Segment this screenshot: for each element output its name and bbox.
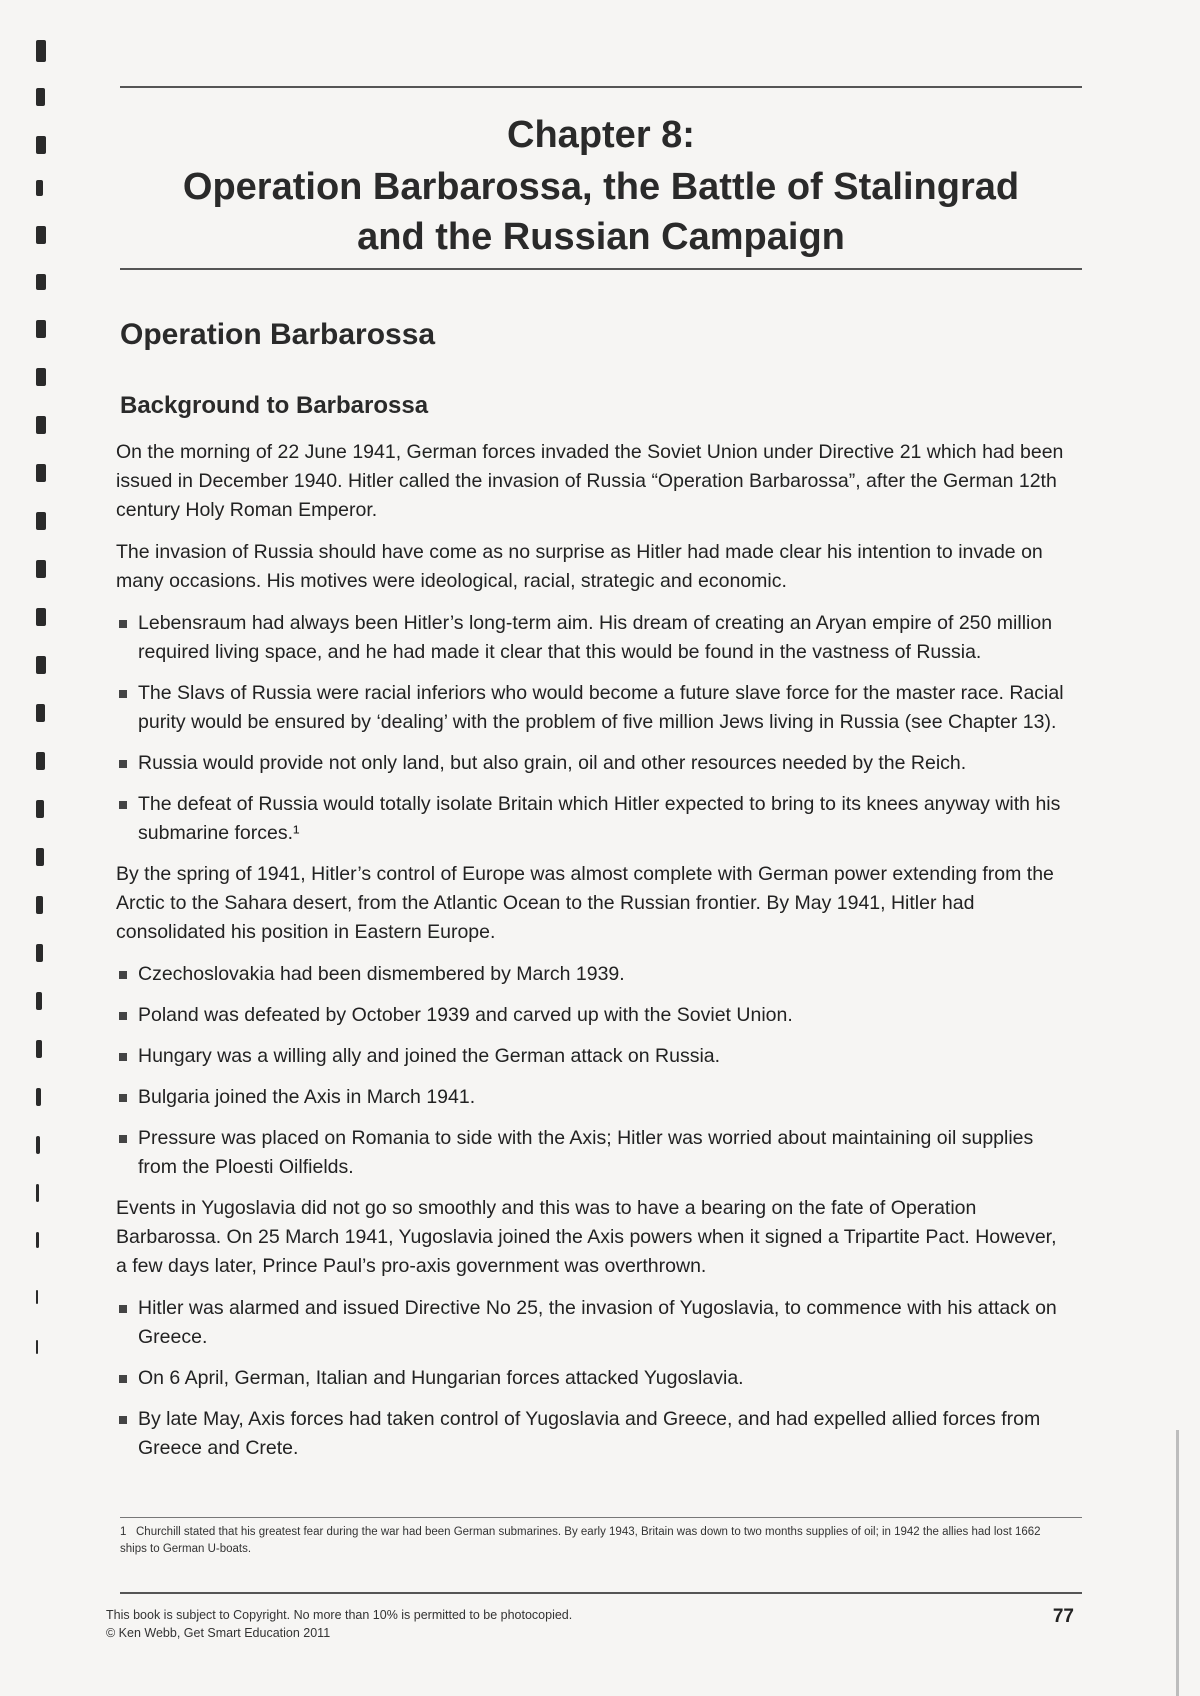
footer-rule (120, 1592, 1082, 1594)
body-text (116, 438, 1066, 1475)
binding-marks (36, 40, 52, 1420)
bullet-list-yugoslavia (116, 1294, 1066, 1463)
chapter-number: Chapter 8: (507, 114, 695, 156)
list-item: Hungary was a willing ally and joined the German attack on Russia. (116, 1042, 1066, 1071)
list-item: Bulgaria joined the Axis in March 1941. (116, 1083, 1066, 1112)
list-item: Russia would provide not only land, but also grain, oil and other resources needed by the Reich. (116, 749, 1066, 778)
copyright-line-1: This book is subject to Copyright. No more than 10% is permitted to be photocopied. (106, 1608, 573, 1622)
paragraph: Events in Yugoslavia did not go so smoothly and this was to have a bearing on the fate of Operation Barbarossa. On 25 March 1941, Yugoslavia joined the Axis powers when it signed a Tripartite Pact. However, a few days later, Prince Paul’s pro-axis government was overthrown. (116, 1197, 1057, 1277)
copyright-line-2: © Ken Webb, Get Smart Education 2011 (106, 1626, 331, 1640)
bullet-list-eastern-europe (116, 960, 1066, 1182)
list-item: The Slavs of Russia were racial inferiors who would become a future slave force for the master race. Racial purity would be ensured by ‘dealing’ with the problem of five million Jews living in Russia (see Chapter 13). (116, 679, 1066, 737)
list-item: On 6 April, German, Italian and Hungarian forces attacked Yugoslavia. (116, 1364, 1066, 1393)
chapter-heading (120, 108, 1082, 262)
list-item: Lebensraum had always been Hitler’s long-term aim. His dream of creating an Aryan empire of 250 million required living space, and he had made it clear that this would be found in the vastness of Russia. (116, 609, 1066, 667)
paragraph: On the morning of 22 June 1941, German forces invaded the Soviet Union under Directive 21 which had been issued in December 1940. Hitler called the invasion of Russia “Operation Barbarossa”, after the German 12th century Holy Roman Emperor. (116, 441, 1064, 521)
list-item: Pressure was placed on Romania to side with the Axis; Hitler was worried about maintaining oil supplies from the Ploesti Oilfields. (116, 1124, 1066, 1182)
footnote-rule (120, 1517, 1082, 1518)
top-rule (120, 86, 1082, 88)
copyright-notice (106, 1606, 906, 1642)
list-item: Hitler was alarmed and issued Directive No 25, the invasion of Yugoslavia, to commence with his attack on Greece. (116, 1294, 1066, 1352)
chapter-title-line-2: and the Russian Campaign (357, 216, 845, 258)
paragraph: The invasion of Russia should have come as no surprise as Hitler had made clear his intention to invade on many occasions. His motives were ideological, racial, strategic and economic. (116, 541, 1043, 592)
bullet-list-motives (116, 609, 1066, 848)
footnote-marker: 1 (120, 1526, 127, 1538)
page-number: 77 (1052, 1606, 1074, 1627)
footnote-text: Churchill stated that his greatest fear during the war had been German submarines. By early 1943, Britain was down to two months supplies of oil; in 1942 the allies had lost 1662 ships to German U-boats. (120, 1526, 1041, 1555)
scan-edge-line (1176, 1430, 1179, 1696)
section-heading: Operation Barbarossa (120, 318, 436, 351)
list-item: Czechoslovakia had been dismembered by March 1939. (116, 960, 1066, 989)
list-item: The defeat of Russia would totally isolate Britain which Hitler expected to bring to its knees anyway with his submarine forces.¹ (116, 790, 1066, 848)
chapter-rule (120, 268, 1082, 270)
chapter-title-line-1: Operation Barbarossa, the Battle of Stalingrad (182, 166, 1020, 208)
list-item: By late May, Axis forces had taken control of Yugoslavia and Greece, and had expelled allied forces from Greece and Crete. (116, 1405, 1066, 1463)
list-item: Poland was defeated by October 1939 and carved up with the Soviet Union. (116, 1001, 1066, 1030)
footnote (120, 1524, 1070, 1558)
paragraph: By the spring of 1941, Hitler’s control of Europe was almost complete with German power extending from the Arctic to the Sahara desert, from the Atlantic Ocean to the Russian frontier. By May 1941, Hitler had consolidated his position in Eastern Europe. (116, 863, 1054, 943)
subsection-heading: Background to Barbarossa (120, 392, 429, 419)
